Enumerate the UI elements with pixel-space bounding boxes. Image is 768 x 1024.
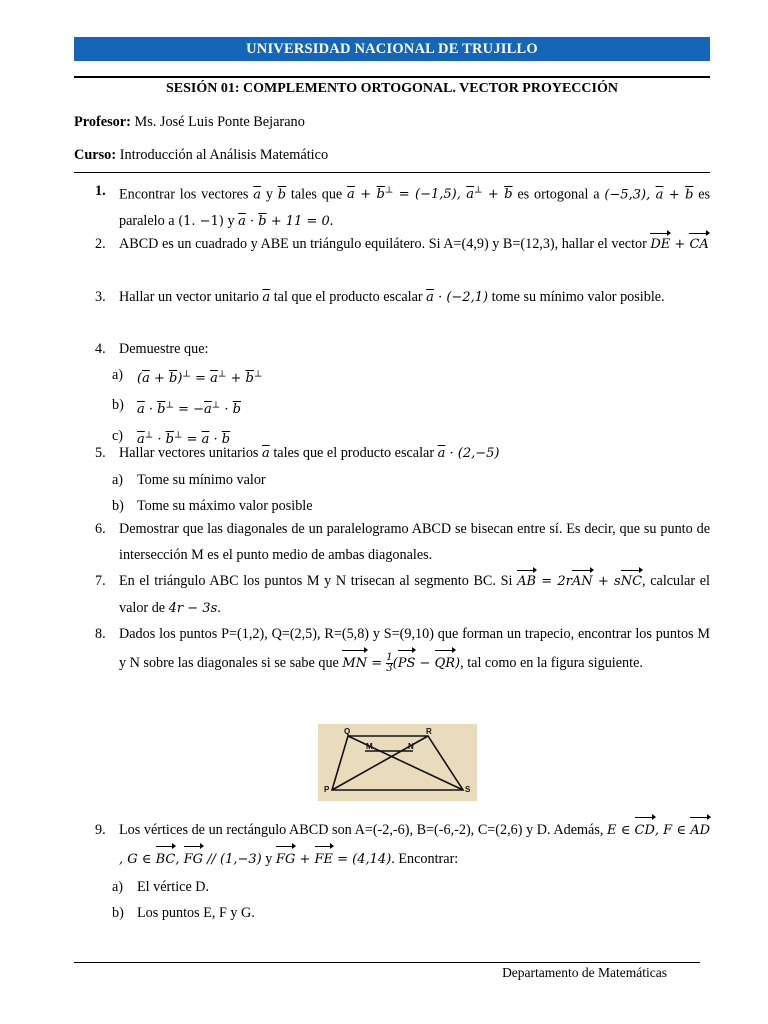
problem-2 <box>74 231 710 258</box>
problem-number: 8. <box>95 626 106 642</box>
problem-text: y <box>265 851 273 867</box>
label-p: P <box>324 785 330 794</box>
problem-text: y <box>265 186 273 203</box>
label-r: R <box>426 727 432 736</box>
problem-text: , tal como en la figura siguiente. <box>460 655 643 671</box>
problem-number: 3. <box>95 289 106 305</box>
header-rule <box>74 172 710 173</box>
trapezoid-diagram <box>318 724 477 801</box>
professor-label: Profesor: <box>74 114 131 130</box>
professor-line <box>74 114 305 131</box>
trapezoid-figure <box>318 724 477 801</box>
equation: $\overline{a}^\perp \cdot \overline{b}^\perp = \overline{a} \cdot \overline{b}$ <box>137 430 231 447</box>
equation: (−5,3), $\overline{a} + \overline{b}$ <box>604 187 694 203</box>
problem-5: 5. Hallar vectores unitarios $\overline{a}$ tales que el producto escalar $\overline{a} \cdot (2,-5)$ a) Tome su mínimo valor b) Tome su máximo valor posible <box>74 440 710 519</box>
equation: $\overline{a} + \overline{b}^\perp = (-1,5)$, $\overline{a}^\perp + \overline{b}$ <box>347 186 513 203</box>
professor-name: Ms. José Luis Ponte Bejarano <box>134 114 305 130</box>
equation: $\overline{a} \cdot \overline{b} + 11 = 0$ <box>238 214 330 230</box>
problem-text: tales que <box>290 186 343 203</box>
problem-text: Dados los puntos P=(1,2), Q=(2,5), R=(5,8) y S=(9,10) que forman un trapecio, encontrar los puntos M y N sobre las diagonales si se sabe que <box>119 626 710 671</box>
subitem-text: El vértice D. <box>137 879 210 895</box>
problem-number: 2. <box>95 236 106 252</box>
equation: FG + FE = (4,14) <box>276 852 391 867</box>
university-banner: UNIVERSIDAD NACIONAL DE TRUJILLO <box>74 37 710 61</box>
problem-8 <box>74 620 710 678</box>
subitem-text: Tome su máximo valor posible <box>137 498 313 514</box>
problem-text: es paralelo a <box>119 186 711 230</box>
problem-number: 7. <box>95 573 106 589</box>
problem-text: Encontrar los vectores <box>119 186 249 203</box>
problem-3: 3. Hallar un vector unitario $\overline{a}$ tal que el producto escalar $\overline{a} \cdot (-2,1)$ tome su mínimo valor posible. <box>74 284 710 311</box>
label-s: S <box>465 785 471 794</box>
subitem-label: a) <box>112 367 124 383</box>
problem-9 <box>74 816 710 926</box>
equation: 4r − 3s <box>168 601 218 616</box>
subitem-label: a) <box>112 879 124 895</box>
problem-text: calcular el valor de <box>119 573 710 616</box>
problem-text: es ortogonal a <box>517 186 600 203</box>
equation: MN = $\frac{1}{3}$ (PS − QR) <box>342 656 460 671</box>
problem-number: 5. <box>95 445 106 461</box>
problem-1: 1. Encontrar los vectores $\overline{a}$ y $\overline{b}$ tales que $\overline{a} + \overline{b}^\perp = (-1,5)$, $\overline{a}^\perp + \overline{b}$ es ortogonal a (−5,3), $\overline{a} + \overline{b}$ es paralelo a (1. −1) y $\overline{a} \cdot \overline{b} + 11 = 0$. <box>74 178 710 235</box>
subitem-label: c) <box>112 427 124 444</box>
session-title: SESIÓN 01: COMPLEMENTO ORTOGONAL. VECTOR PROYECCIÓN <box>166 81 618 96</box>
course-name: Introducción al Análisis Matemático <box>119 147 329 163</box>
equation: $(\overline{a} + \overline{b})^\perp = \overline{a}^\perp + \overline{b}^\perp$ <box>137 370 263 387</box>
problem-text: . Encontrar: <box>391 851 459 867</box>
problem-6 <box>74 516 710 568</box>
label-q: Q <box>344 727 351 736</box>
problem-number: 6. <box>95 521 106 537</box>
problem-text: Hallar vectores unitarios <box>119 445 259 461</box>
course-line <box>74 147 328 164</box>
problem-4 <box>74 336 710 453</box>
footer-rule <box>74 962 700 963</box>
equation: E ∈ CD, F ∈ AD, G ∈ BC, FG // (1,−3) <box>119 823 710 867</box>
label-m: M <box>366 742 373 751</box>
problem-number: 9. <box>95 822 106 838</box>
problem-text: tal que el producto escalar <box>273 289 423 305</box>
subitem-label: b) <box>112 397 124 414</box>
problem-text: tome su mínimo valor posible. <box>491 289 665 305</box>
problem-text: Hallar un vector unitario <box>119 289 259 305</box>
equation: $\overline{a} \cdot (2,-5)$ <box>437 446 500 461</box>
subitem-text: Los puntos E, F y G. <box>137 905 255 921</box>
equation: DE + CA <box>650 237 708 252</box>
top-rule <box>74 76 710 78</box>
course-label: Curso: <box>74 147 117 163</box>
problem-number: 1. <box>95 183 106 199</box>
problem-text: tales que el producto escalar <box>273 445 435 461</box>
subitem-label: a) <box>112 472 124 488</box>
problem-text: y <box>227 213 235 230</box>
subitem-label: b) <box>112 498 124 514</box>
equation: (1. −1) <box>178 214 224 230</box>
footer-department: Departamento de Matemáticas <box>502 965 667 980</box>
subitem-label: b) <box>112 905 124 921</box>
problem-text: Demostrar que las diagonales de un paralelogramo ABCD se bisecan entre sí. Es decir, que su punto de intersección M es el punto medio de ambas diagonales. <box>119 521 710 563</box>
label-n: N <box>408 742 414 751</box>
equation: $\overline{a} \cdot (-2,1)$ <box>426 290 489 305</box>
problem-text: ABCD es un cuadrado y ABE un triángulo equilátero. Si A=(4,9) y B=(12,3), hallar el vector <box>119 236 647 252</box>
problem-text: Los vértices de un rectángulo ABCD son A=(-2,-6), B=(-6,-2), C=(2,6) y D. Además, <box>119 822 604 838</box>
problem-text: Demuestre que: <box>119 341 209 357</box>
problem-text: En el triángulo ABC los puntos M y N trisecan al segmento BC. Si <box>119 573 513 589</box>
problem-number: 4. <box>95 341 106 357</box>
equation: $\overline{a} \cdot \overline{b}^\perp = -\overline{a}^\perp \cdot \overline{b}$ <box>137 400 241 417</box>
problem-7: 7. En el triángulo ABC los puntos M y N trisecan al segmento BC. Si AB = 2rAN + sNC, calcular el valor de 4r − 3s. <box>74 568 710 622</box>
equation: AB = 2rAN + sNC <box>517 574 642 589</box>
subitem-text: Tome su mínimo valor <box>137 472 266 488</box>
